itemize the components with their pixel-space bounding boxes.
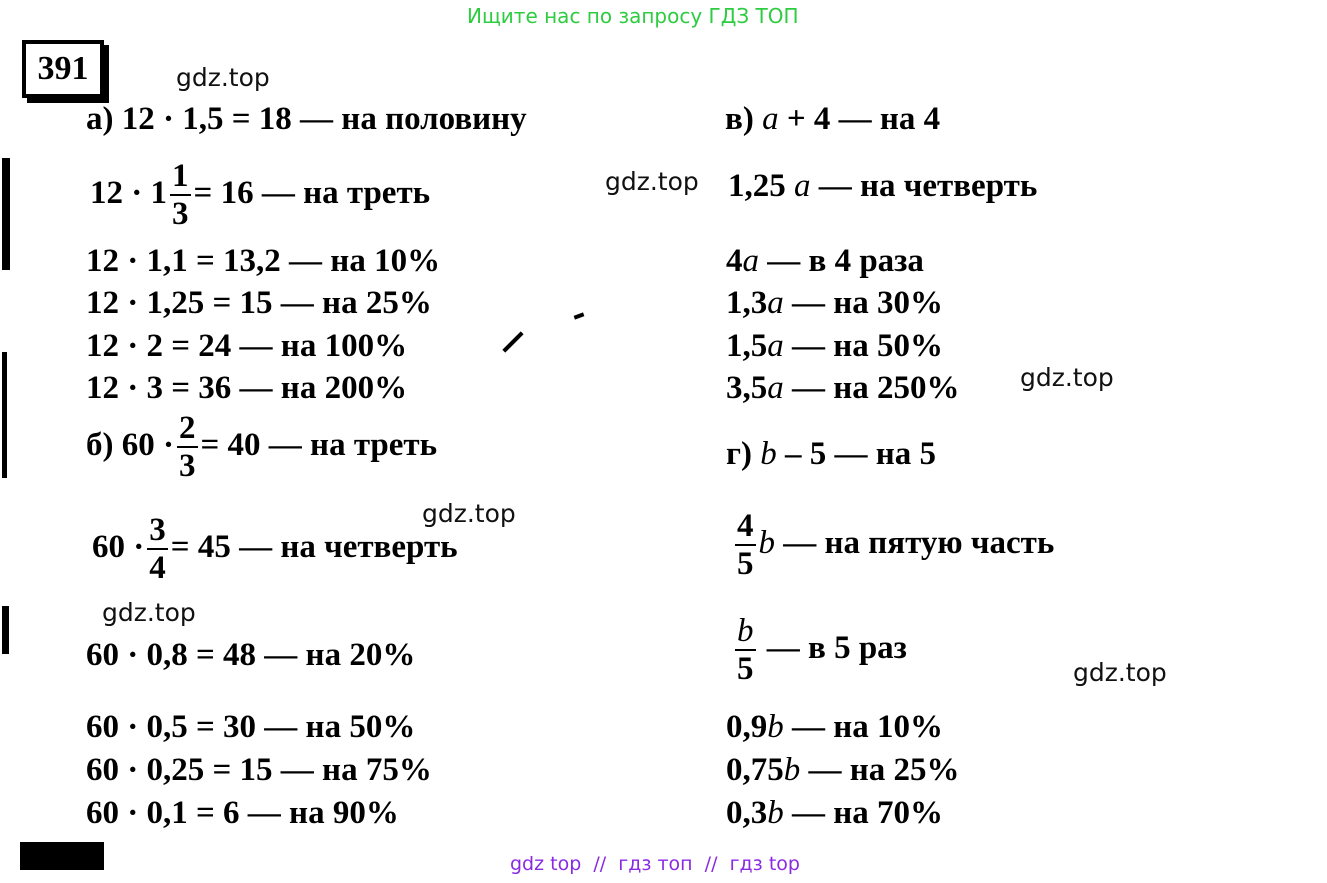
solution-g-line-3: $\frac{b}{5}$ — в 5 раз bbox=[737, 613, 907, 687]
solution-a-line-3: 12 · 1,1 = 13,2 — на 10% bbox=[86, 243, 441, 279]
solution-a-line-1: а) 12 · 1,5 = 18 — на половину bbox=[86, 101, 527, 137]
fraction: $\frac{3}{4}$ bbox=[149, 512, 166, 586]
solution-g-line-4: 0,9b — на 10% bbox=[726, 709, 944, 745]
watermark: gdz.top bbox=[1020, 363, 1114, 392]
solution-a-line-2: 12 · 1 $\frac{1}{3}$ = 16 — на треть bbox=[90, 158, 431, 232]
footer-watermark: gdz top // гдз топ // гдз top bbox=[510, 853, 800, 875]
watermark: gdz.top bbox=[102, 598, 196, 627]
solution-v-line-5: 1,5a — на 50% bbox=[726, 328, 944, 364]
scan-edge-mark bbox=[2, 158, 10, 270]
solution-a-line-5: 12 · 2 = 24 — на 100% bbox=[86, 328, 408, 364]
scan-edge-mark bbox=[2, 352, 7, 478]
watermark: gdz.top bbox=[422, 499, 516, 528]
fraction: $\frac{2}{3}$ bbox=[179, 410, 196, 484]
solution-v-line-3: 4a — в 4 раза bbox=[726, 243, 924, 279]
scan-edge-mark bbox=[2, 606, 9, 654]
solution-a-line-4: 12 · 1,25 = 15 — на 25% bbox=[86, 285, 432, 321]
solution-b-line-6: 60 · 0,1 = 6 — на 90% bbox=[86, 795, 399, 831]
scan-speck bbox=[502, 331, 523, 352]
watermark: gdz.top bbox=[605, 167, 699, 196]
fraction: $\frac{4}{5}$ bbox=[737, 508, 754, 582]
solution-g-line-2: $\frac{4}{5}$ b — на пятую часть bbox=[737, 508, 1055, 582]
solution-b-line-5: 60 · 0,25 = 15 — на 75% bbox=[86, 752, 432, 788]
solution-v-line-2: 1,25 a — на четверть bbox=[728, 168, 1038, 204]
scan-bottom-block bbox=[20, 842, 104, 870]
watermark: gdz.top bbox=[1073, 658, 1167, 687]
solution-b-line-1: б) 60 · $\frac{2}{3}$ = 40 — на треть bbox=[86, 410, 438, 484]
solution-v-line-6: 3,5a — на 250% bbox=[726, 370, 960, 406]
solution-b-line-4: 60 · 0,5 = 30 — на 50% bbox=[86, 709, 416, 745]
solution-a-line-6: 12 · 3 = 36 — на 200% bbox=[86, 370, 408, 406]
fraction: $\frac{1}{3}$ bbox=[172, 158, 189, 232]
scan-speck bbox=[574, 312, 585, 319]
solution-b-line-2: 60 · $\frac{3}{4}$ = 45 — на четверть bbox=[92, 512, 458, 586]
solution-g-line-1: г) b – 5 — на 5 bbox=[726, 436, 936, 472]
solution-b-line-3: 60 · 0,8 = 48 — на 20% bbox=[86, 637, 416, 673]
search-banner: Ищите нас по запросу ГДЗ ТОП bbox=[467, 4, 799, 28]
solution-g-line-5: 0,75b — на 25% bbox=[726, 752, 960, 788]
solution-g-line-6: 0,3b — на 70% bbox=[726, 795, 944, 831]
problem-number-badge: 391 bbox=[22, 40, 104, 98]
solution-v-line-4: 1,3a — на 30% bbox=[726, 285, 944, 321]
fraction: $\frac{b}{5}$ bbox=[737, 613, 754, 687]
watermark: gdz.top bbox=[176, 63, 270, 92]
solution-v-line-1: в) a + 4 — на 4 bbox=[725, 101, 941, 137]
